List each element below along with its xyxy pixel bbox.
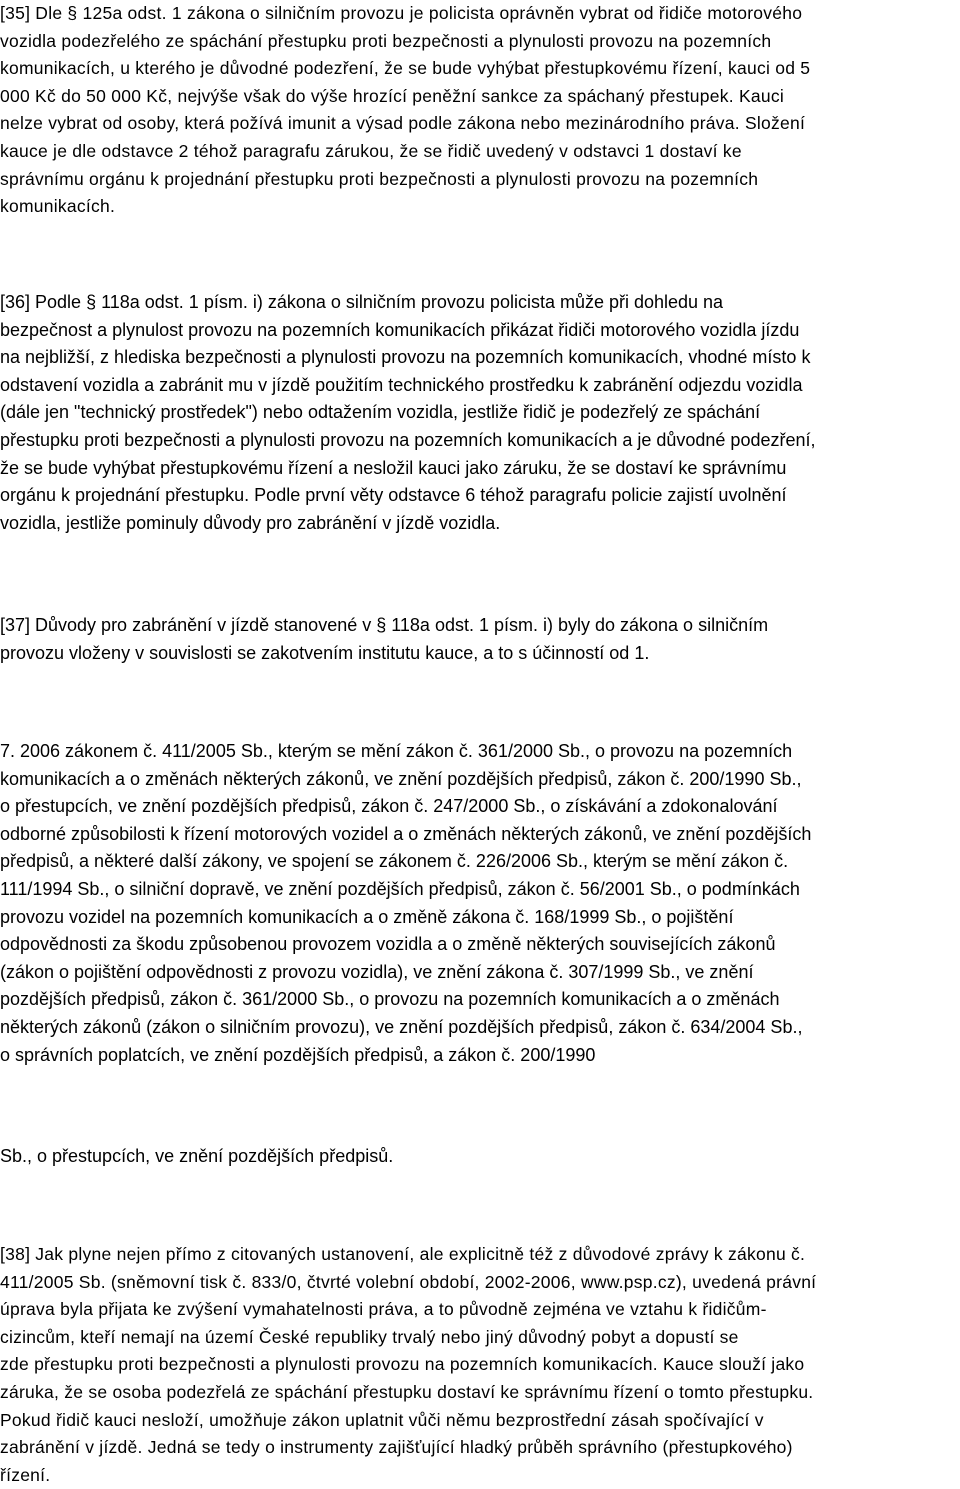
text-line: 7. 2006 zákonem č. 411/2005 Sb., kterým se mění zákon č. 361/2000 Sb., o provozu na pozemních	[0, 741, 793, 761]
text-line: [37] Důvody pro zabránění v jízdě stanovené v § 118a odst. 1 písm. i) byly do zákona o silničním	[0, 615, 769, 635]
note-35	[0, 0, 810, 221]
text-line: provozu vloženy v souvislosti se zakotvením institutu kauce, a to s účinností od 1.	[0, 642, 650, 663]
text-line: o správních poplatcích, ve znění pozdějších předpisů, a zákon č. 200/1990	[0, 1044, 596, 1065]
note-36	[0, 289, 816, 537]
text-line: přestupku proti bezpečnosti a plynulosti provozu na pozemních komunikacích a je důvodné podezření,	[0, 429, 816, 450]
text-line: [36] Podle § 118a odst. 1 písm. i) zákona o silničním provozu policista může při dohledu na	[0, 292, 724, 312]
text-line: (dále jen "technický prostředek") nebo odtažením vozidla, jestliže řidič je podezřelý ze spáchání	[0, 402, 761, 423]
note-37-end	[0, 1143, 393, 1171]
text-line: některých zákonů (zákon o silničním provozu), ve znění pozdějších předpisů, zákon č. 634/2004 Sb.,	[0, 1016, 803, 1037]
text-line: bezpečnost a plynulost provozu na pozemních komunikacích přikázat řidiči motorového vozidla jízdu	[0, 319, 800, 340]
text-line: odborné způsobilosti k řízení motorových vozidel a o změnách některých zákonů, ve znění pozdějších	[0, 823, 812, 844]
text-line: odpovědnosti za škodu způsobenou provozem vozidla a o změně některých souvisejících zákonů	[0, 934, 776, 955]
text-line: 411/2005 Sb. (sněmovní tisk č. 833/0, čtvrté volební období, 2002-2006, www.psp.cz), uvedená právní	[0, 1271, 817, 1292]
text-line: 000 Kč do 50 000 Kč, nejvýše však do výše hrozící peněžní sankce za spáchaný přestupek. Kauci	[0, 85, 784, 106]
text-line: správnímu orgánu k projednání přestupku proti bezpečnosti a plynulosti provozu na pozemních	[0, 168, 759, 189]
text-line: o přestupcích, ve znění pozdějších předpisů, zákon č. 247/2000 Sb., o získávání a zdokonalování	[0, 796, 778, 817]
text-line: orgánu k projednání přestupku. Podle první věty odstavce 6 téhož paragrafu policie zajistí uvolnění	[0, 485, 787, 506]
note-38	[0, 1241, 816, 1489]
text-line: předpisů, a některé další zákony, ve spojení se zákonem č. 226/2006 Sb., kterým se mění zákon č.	[0, 851, 789, 872]
note-37-continuation	[0, 738, 811, 1069]
text-line: že se bude vyhýbat přestupkovému řízení a nesložil kauci jako záruku, že se dostaví ke správnímu	[0, 457, 787, 478]
text-line: komunikacích a o změnách některých zákonů, ve znění pozdějších předpisů, zákon č. 200/1990 Sb.,	[0, 768, 802, 789]
text-line: zabránění v jízdě. Jedná se tedy o instrumenty zajišťující hladký průběh správního (přestupkového)	[0, 1437, 793, 1458]
text-line: řízení.	[0, 1464, 51, 1485]
text-line: vozidla, jestliže pominuly důvody pro zabránění v jízdě vozidla.	[0, 512, 501, 533]
text-line: zde přestupku proti bezpečnosti a plynulosti provozu na pozemních komunikacích. Kauce slouží jako	[0, 1354, 805, 1375]
text-line: nelze vybrat od osoby, která požívá imunit a výsad podle zákona nebo mezinárodního práva. Složení	[0, 113, 806, 134]
note-37	[0, 612, 768, 667]
text-line: odstavení vozidla a zabránit mu v jízdě použitím technického prostředku k zabránění odjezdu vozidla	[0, 374, 803, 395]
text-line: 111/1994 Sb., o silniční dopravě, ve znění pozdějších předpisů, zákon č. 56/2001 Sb., o podmínkách	[0, 878, 800, 899]
text-line: [35] Dle § 125a odst. 1 zákona o silničním provozu je policista oprávněn vybrat od řidiče motorového	[0, 3, 803, 23]
text-line: provozu vozidel na pozemních komunikacích a o změně zákona č. 168/1999 Sb., o pojištění	[0, 906, 734, 927]
text-line: záruka, že se osoba podezřelá ze spáchání přestupku dostaví ke správnímu řízení o tomto přestupku.	[0, 1381, 814, 1402]
text-line: [38] Jak plyne nejen přímo z citovaných ustanovení, ale explicitně též z důvodové zprávy k zákonu č.	[0, 1244, 806, 1264]
text-line: komunikacích.	[0, 196, 116, 217]
text-line: na nejbližší, z hlediska bezpečnosti a plynulosti provozu na pozemních komunikacích, vhodné místo k	[0, 347, 811, 368]
text-line: cizincům, kteří nemají na území České republiky trvalý nebo jiný důvodný pobyt a dopustí se	[0, 1326, 739, 1347]
text-line: Sb., o přestupcích, ve znění pozdějších předpisů.	[0, 1146, 394, 1166]
text-line: vozidla podezřelého ze spáchání přestupku proti bezpečnosti a plynulosti provozu na pozemních	[0, 30, 772, 51]
text-line: úprava byla přijata ke zvýšení vymahatelnosti práva, a to původně zejména ve vztahu k řidičům-	[0, 1299, 767, 1320]
text-line: kauce je dle odstavce 2 téhož paragrafu zárukou, že se řidič uvedený v odstavci 1 dostaví ke	[0, 140, 742, 161]
text-line: pozdějších předpisů, zákon č. 361/2000 Sb., o provozu na pozemních komunikacích a o změnách	[0, 989, 780, 1010]
text-line: (zákon o pojištění odpovědnosti z provozu vozidla), ve znění zákona č. 307/1999 Sb., ve znění	[0, 961, 754, 982]
text-line: komunikacích, u kterého je důvodné podezření, že se bude vyhýbat přestupkovému řízení, kauci od 5	[0, 58, 811, 79]
text-line: Pokud řidič kauci nesloží, umožňuje zákon uplatnit vůči němu bezprostřední zásah spočívající v	[0, 1409, 764, 1430]
